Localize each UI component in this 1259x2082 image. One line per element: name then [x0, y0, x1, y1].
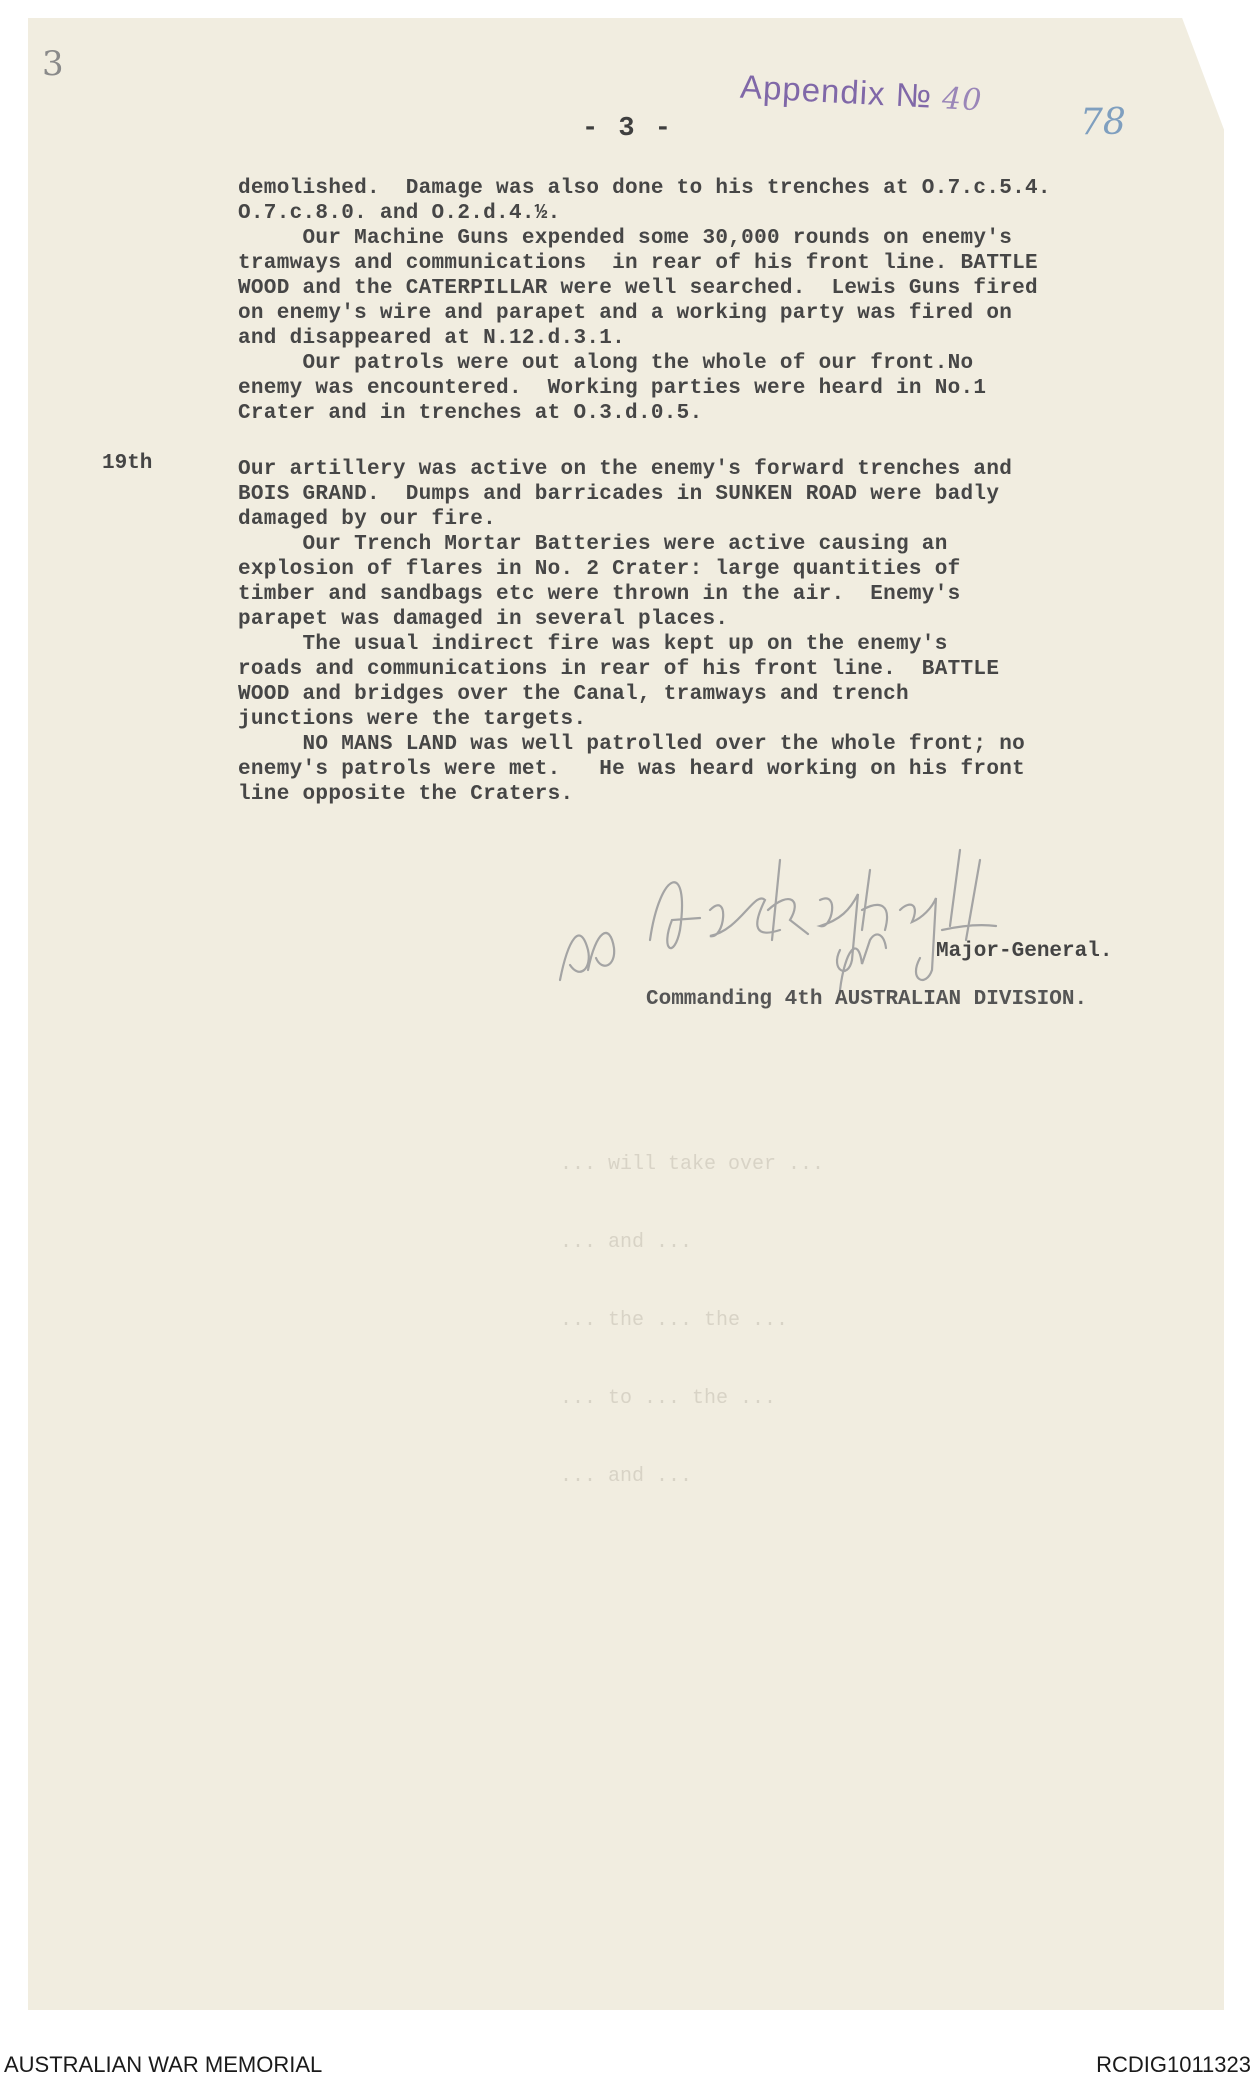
appendix-number: 40 [941, 81, 984, 119]
footer-archive-name: AUSTRALIAN WAR MEMORIAL [4, 2052, 323, 2077]
entry-text: Our artillery was active on the enemy's forward trenches and BOIS GRAND. Dumps and barricades in SUNKEN ROAD were badly damaged by our fire. Our Trench Mortar Batteries were active causing an explosion of flares in No. 2 Crater: large quantities of timber and sandbags etc were thrown in the air. Enemy's parapet was damaged in several places. The usual indirect fire was kept up on the enemy's roads and communications in rear of his front line. BATTLE WOOD and bridges over the Canal, tramways and trench junctions were the targets. NO MANS LAND was well patrolled over the whole front; no enemy's patrols were met. He was heard working on his front line opposite the Craters. [238, 458, 1026, 806]
footer-record-id: RCDIG1011323 [1096, 2052, 1251, 2077]
entry-date: 19th [102, 452, 153, 475]
signatory-rank: Major-General. [936, 940, 1113, 963]
page-number: - 3 - [582, 114, 674, 144]
folio-number: 78 [1080, 102, 1126, 143]
handwritten-signature [540, 830, 1100, 1000]
appendix-label: Appendix [739, 67, 887, 113]
entry-text: demolished. Damage was also done to his trenches at O.7.c.5.4. O.7.c.8.0. and O.2.d.4.½. Our Machine Guns expended some 30,000 rounds on enemy's tramways and communications in rear of his front line. BATTLE WOOD and the CATERPILLAR were well searched. Lewis Guns fired on enemy's wire and parapet and a working party was fired on and disappeared at N.12.d.3.1. Our patrols were out along the whole of our front.No enemy was encountered. Working parties were heard in No.1 Crater and in trenches at O.3.d.0.5. [238, 177, 1051, 425]
corner-page-mark: 3 [42, 44, 64, 84]
bleed-through-text: ... will take over ... ... and ... ... the ... the ... ... to ... the ... ... and ... [560, 1153, 825, 1488]
signatory-unit: Commanding 4th AUSTRALIAN DIVISION. [646, 988, 1088, 1011]
appendix-no-label: № [894, 75, 934, 115]
